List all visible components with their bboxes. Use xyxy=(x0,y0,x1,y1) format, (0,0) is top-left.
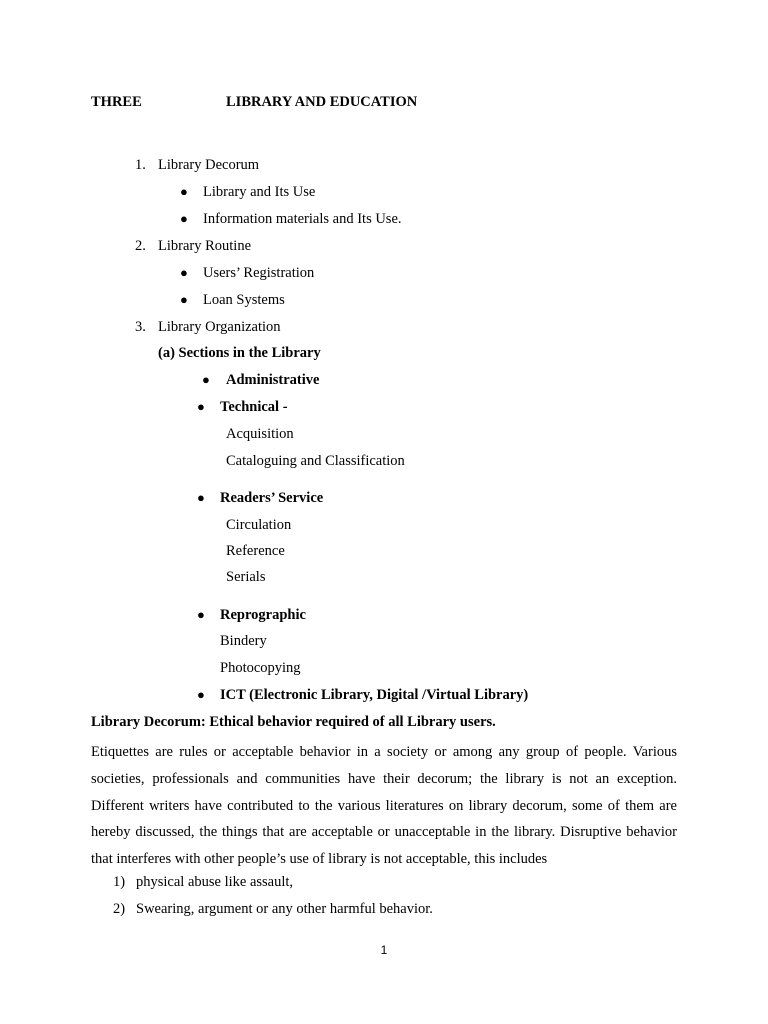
chapter-title: LIBRARY AND EDUCATION xyxy=(226,94,418,110)
section-technical: Technical - xyxy=(220,399,288,415)
outline-item-2-sub-1: Users’ Registration xyxy=(203,265,315,281)
outline-item-1-sub-2: Information materials and Its Use. xyxy=(203,211,402,227)
section-ict: ICT (Electronic Library, Digital /Virtual Library) xyxy=(220,687,529,703)
readers-item: Circulation xyxy=(226,517,292,533)
chapter-number: THREE xyxy=(91,94,142,110)
readers-item: Reference xyxy=(226,543,285,559)
decorum-list-number: 1) xyxy=(113,874,126,890)
decorum-list-number: 2) xyxy=(113,901,126,917)
bullet-icon: ● xyxy=(180,292,188,307)
bullet-icon: ● xyxy=(180,184,188,199)
bullet-icon: ● xyxy=(197,399,205,414)
section-administrative: Administrative xyxy=(226,372,320,388)
page-number: 1 xyxy=(380,943,388,957)
sections-heading: (a) Sections in the Library xyxy=(158,345,321,361)
bullet-icon: ● xyxy=(197,490,205,505)
bullet-icon: ● xyxy=(180,265,188,280)
technical-item: Cataloguing and Classification xyxy=(226,453,405,469)
reprographic-item: Bindery xyxy=(220,633,267,649)
decorum-heading: Library Decorum: Ethical behavior required of all Library users. xyxy=(91,714,496,730)
decorum-list-item: Swearing, argument or any other harmful behavior. xyxy=(136,901,433,917)
outline-item-3-label: Library Organization xyxy=(158,319,281,335)
bullet-icon: ● xyxy=(180,211,188,226)
outline-item-3-number: 3. xyxy=(135,319,146,335)
bullet-icon: ● xyxy=(197,607,205,622)
outline-item-1-number: 1. xyxy=(135,157,146,173)
outline-item-1-label: Library Decorum xyxy=(158,157,260,173)
decorum-paragraph: Etiquettes are rules or acceptable behavior in a society or among any group of people. Various societies, professionals and communities have their decorum; the library is not an exception. Different writers have contributed to the various literatures on library decorum, some of them are hereby discussed, the things that are acceptable or unacceptable in the library. Disruptive behavior that interferes with other people’s use of library is not acceptable, this includes xyxy=(91,744,677,868)
section-readers-service: Readers’ Service xyxy=(220,490,324,506)
bullet-icon: ● xyxy=(202,372,210,387)
outline-item-2-label: Library Routine xyxy=(158,238,252,254)
readers-item: Serials xyxy=(226,569,266,585)
bullet-icon: ● xyxy=(197,687,205,702)
reprographic-item: Photocopying xyxy=(220,660,301,676)
outline-item-2-sub-2: Loan Systems xyxy=(203,292,285,308)
outline-item-1-sub-1: Library and Its Use xyxy=(203,184,316,200)
outline-item-2-number: 2. xyxy=(135,238,146,254)
technical-item: Acquisition xyxy=(226,426,294,442)
decorum-list-item: physical abuse like assault, xyxy=(136,874,294,890)
section-reprographic: Reprographic xyxy=(220,607,306,623)
